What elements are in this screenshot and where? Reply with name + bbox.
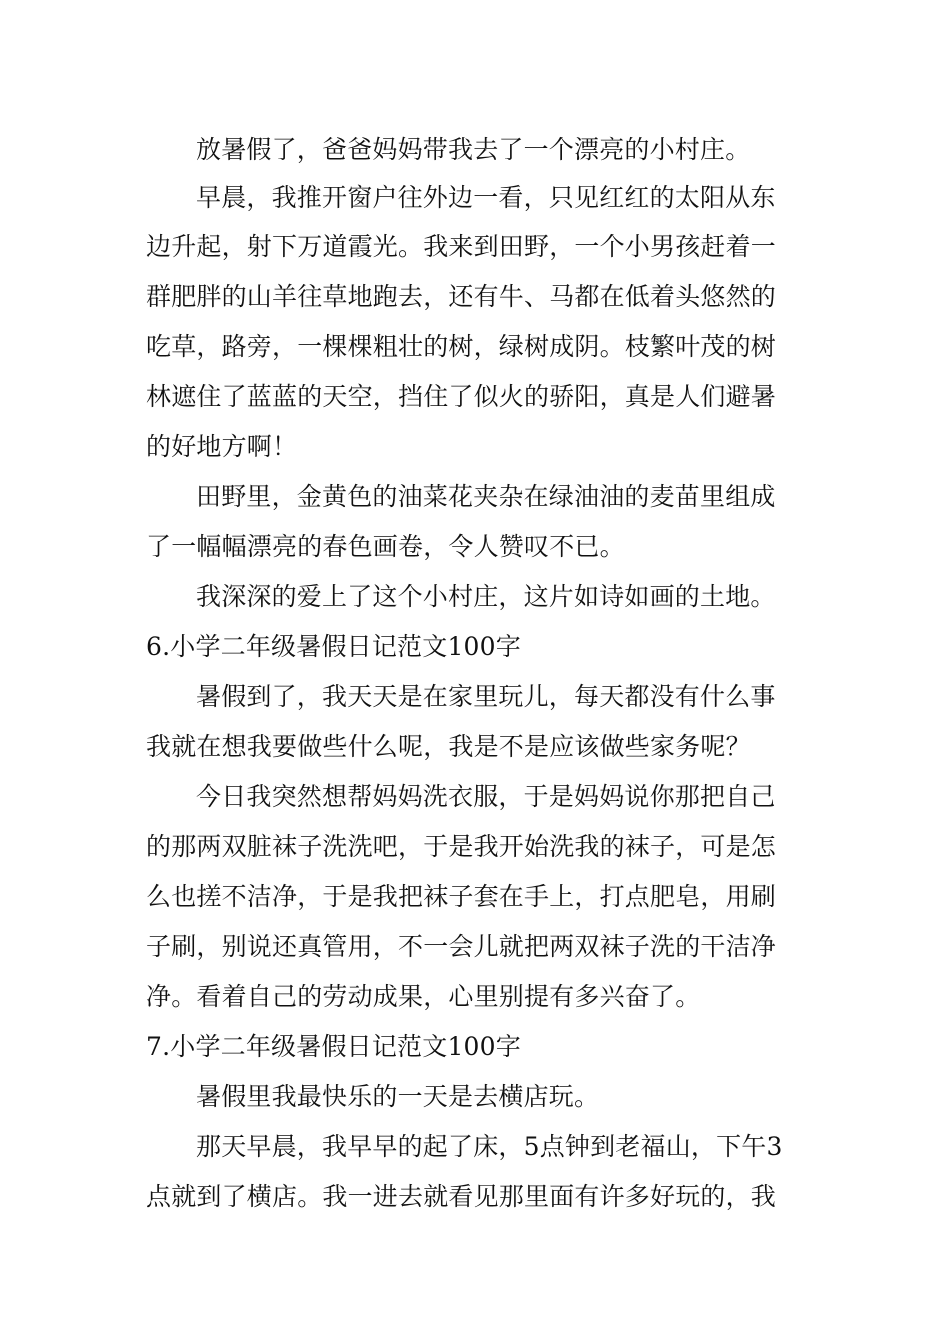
text-line: 群肥胖的山羊往草地跑去，还有牛、马都在低着头悠然的 bbox=[146, 282, 777, 311]
text-line: 暑假到了，我天天是在家里玩儿，每天都没有什么事 bbox=[196, 682, 776, 711]
text-line: 了一幅幅漂亮的春色画卷，令人赞叹不已。 bbox=[146, 532, 625, 561]
text-line: 放暑假了，爸爸妈妈带我去了一个漂亮的小村庄。 bbox=[196, 135, 751, 164]
text-line: 田野里，金黄色的油菜花夹杂在绿油油的麦苗里组成 bbox=[196, 482, 776, 511]
text-line: 子刷，别说还真管用，不一会儿就把两双袜子洗的干洁净 bbox=[146, 932, 777, 961]
text-line: 净。看着自己的劳动成果，心里别提有多兴奋了。 bbox=[146, 982, 701, 1011]
text-line: 吃草，路旁，一棵棵粗壮的树，绿树成阴。枝繁叶茂的树 bbox=[146, 332, 777, 361]
section-heading: 7.小学二年级暑假日记范文100字 bbox=[146, 1032, 521, 1061]
text-line: 我就在想我要做些什么呢，我是不是应该做些家务呢？ bbox=[146, 732, 751, 761]
text-line: 早晨，我推开窗户往外边一看，只见红红的太阳从东 bbox=[196, 183, 776, 212]
text-line: 边升起，射下万道霞光。我来到田野，一个小男孩赶着一 bbox=[146, 232, 777, 261]
text-line: 暑假里我最快乐的一天是去横店玩。 bbox=[196, 1082, 600, 1111]
text-line: 林遮住了蓝蓝的天空，挡住了似火的骄阳，真是人们避暑 bbox=[146, 382, 777, 411]
text-line: 那天早晨，我早早的起了床，5点钟到老福山，下午3 bbox=[196, 1132, 783, 1161]
text-line: 的好地方啊！ bbox=[146, 432, 298, 461]
text-line: 今日我突然想帮妈妈洗衣服，于是妈妈说你那把自己 bbox=[196, 782, 776, 811]
section-heading: 6.小学二年级暑假日记范文100字 bbox=[146, 632, 521, 661]
text-line: 么也搓不洁净，于是我把袜子套在手上，打点肥皂，用刷 bbox=[146, 882, 777, 911]
text-line: 的那两双脏袜子洗洗吧，于是我开始洗我的袜子，可是怎 bbox=[146, 832, 777, 861]
text-line: 点就到了横店。我一进去就看见那里面有许多好玩的，我 bbox=[146, 1182, 777, 1211]
text-line: 我深深的爱上了这个小村庄，这片如诗如画的土地。 bbox=[196, 582, 776, 611]
